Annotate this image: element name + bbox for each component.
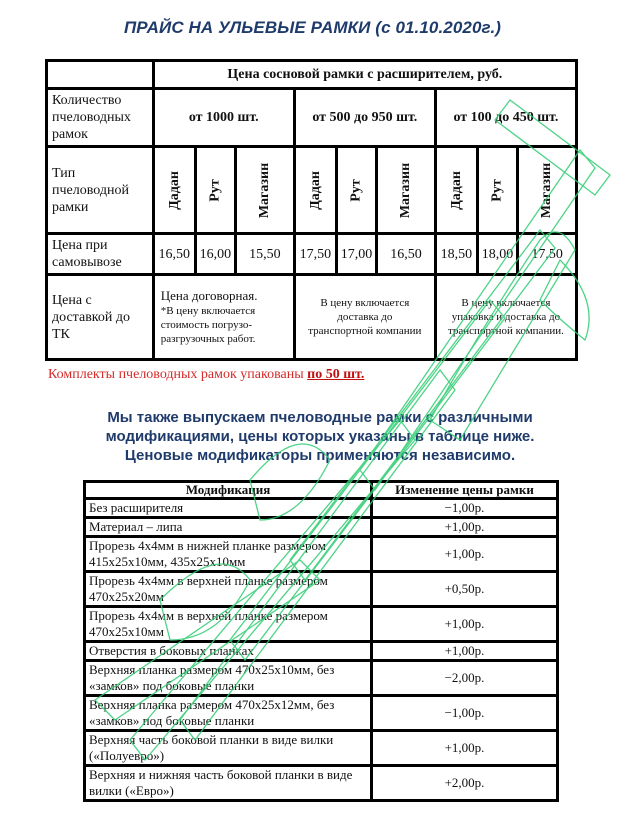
table-row (85, 572, 558, 607)
change-cell: +1,00р. (372, 731, 558, 766)
intro-line: Ценовые модификаторы применяются независимо. (124, 447, 516, 464)
range-1000: от 1000 шт. (153, 89, 294, 147)
price-cell: 18,50 (435, 234, 477, 275)
mod-cell: Без расширителя (85, 499, 372, 518)
type-cell (518, 147, 577, 234)
page-title: ПРАЙС НА УЛЬЕВЫЕ РАМКИ (с 01.10.2020г.) (123, 18, 502, 37)
header-price-change: Изменение цены рамки (372, 482, 558, 499)
delivery-note: *В цену включается стоимость погрузо-разгрузочных работ. (160, 305, 256, 345)
quantity-label: Количество пчеловодных рамок (47, 89, 154, 147)
price-cell: 18,00 (477, 234, 517, 275)
delivery-cell-2: В цену включается доставка до транспортной компании (294, 275, 435, 360)
price-cell: 15,50 (236, 234, 295, 275)
price-cell: 16,50 (377, 234, 436, 275)
table-row (47, 89, 577, 147)
table-row (85, 499, 558, 518)
price-cell: 17,50 (518, 234, 577, 275)
table-row (47, 61, 577, 89)
table-row (47, 275, 577, 360)
note-emphasis: по 50 шт. (307, 367, 365, 382)
type-text: Дадан (307, 170, 323, 210)
delivery-cell-3: В цену включается упаковка и доставка до транспортной компании. (435, 275, 576, 360)
table-row (85, 696, 558, 731)
mod-cell: Материал – липа (85, 518, 372, 537)
empty-corner-cell (47, 61, 154, 89)
mod-cell: Верхняя часть боковой планки в виде вилки («Полуевро») (85, 731, 372, 766)
header-modification: Модификация (85, 482, 372, 499)
price-cell: 17,50 (294, 234, 336, 275)
type-cell (377, 147, 436, 234)
modifications-intro (40, 408, 600, 465)
price-cell: 16,50 (153, 234, 195, 275)
change-cell: +1,00р. (372, 537, 558, 572)
change-cell: −1,00р. (372, 499, 558, 518)
intro-line: Мы также выпускаем пчеловодные рамки с различными (107, 409, 533, 426)
type-cell (153, 147, 195, 234)
range-500-950: от 500 до 950 шт. (294, 89, 435, 147)
mod-cell: Верхняя планка размером 470х25х10мм, без «замков» под боковые планки (85, 661, 372, 696)
type-text: Магазин (257, 162, 273, 218)
delivery-cell-1 (153, 275, 294, 360)
price-table (45, 59, 578, 361)
price-cell: 17,00 (336, 234, 376, 275)
type-cell (336, 147, 376, 234)
type-text: Дадан (166, 170, 182, 210)
type-cell (435, 147, 477, 234)
modifications-table (83, 480, 559, 802)
price-header: Цена сосновой рамки с расширителем, руб. (153, 61, 576, 89)
mod-cell: Прорезь 4х4мм в верхней планке размером 470х25х10мм (85, 607, 372, 642)
change-cell: +0,50р. (372, 572, 558, 607)
type-cell (195, 147, 235, 234)
type-cell (477, 147, 517, 234)
table-header-row (85, 482, 558, 499)
type-cell (236, 147, 295, 234)
change-cell: −2,00р. (372, 661, 558, 696)
type-text: Рут (490, 178, 506, 202)
pickup-label: Цена при самовывозе (47, 234, 154, 275)
table-row (85, 731, 558, 766)
table-row (47, 147, 577, 234)
change-cell: −1,00р. (372, 696, 558, 731)
type-cell (294, 147, 336, 234)
type-text: Рут (207, 178, 223, 202)
type-text: Магазин (539, 162, 555, 218)
change-cell: +1,00р. (372, 518, 558, 537)
note-text: Комплекты пчеловодных рамок упакованы (48, 367, 308, 382)
change-cell: +1,00р. (372, 642, 558, 661)
delivery-negotiable: Цена договорная. (160, 288, 258, 303)
table-row (85, 607, 558, 642)
mod-cell: Верхняя и нижняя часть боковой планки в виде вилки («Евро») (85, 766, 372, 801)
delivery-label: Цена с доставкой до ТК (47, 275, 154, 360)
type-text: Рут (348, 178, 364, 202)
type-label: Тип пчеловодной рамки (47, 147, 154, 234)
packaging-note (48, 367, 364, 383)
mod-cell: Прорезь 4х4мм в нижней планке размером 415х25х10мм, 435х25х10мм (85, 537, 372, 572)
range-100-450: от 100 до 450 шт. (435, 89, 576, 147)
change-cell: +2,00р. (372, 766, 558, 801)
table-row (85, 518, 558, 537)
table-row (85, 642, 558, 661)
table-row (85, 537, 558, 572)
price-cell: 16,00 (195, 234, 235, 275)
change-cell: +1,00р. (372, 607, 558, 642)
type-text: Дадан (448, 170, 464, 210)
intro-line: модификациями, цены которых указаны в таблице ниже. (105, 428, 535, 445)
mod-cell: Отверстия в боковых планках (85, 642, 372, 661)
type-text: Магазин (398, 162, 414, 218)
table-row (85, 766, 558, 801)
table-row (47, 234, 577, 275)
table-row (85, 661, 558, 696)
mod-cell: Прорезь 4х4мм в верхней планке размером 470х25х20мм (85, 572, 372, 607)
mod-cell: Верхняя планка размером 470х25х12мм, без «замков» под боковые планки (85, 696, 372, 731)
